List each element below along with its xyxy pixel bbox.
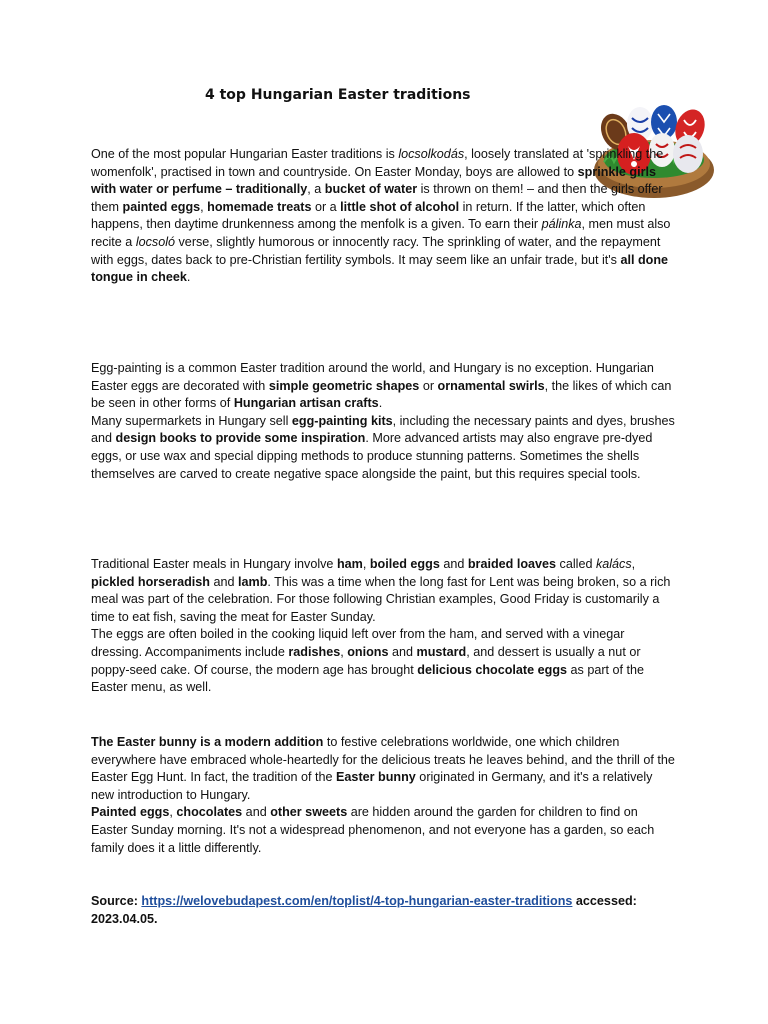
text: Traditional Easter meals in Hungary involve [91, 557, 337, 571]
emphasis: design books to provide some inspiration [115, 431, 366, 446]
text: called [556, 557, 596, 571]
emphasis: Hungarian artisan crafts [233, 396, 379, 411]
emphasis: braided loaves [467, 557, 557, 571]
text: and [388, 644, 417, 659]
text: , men must also recite a [91, 217, 671, 249]
emphasis: lamb [238, 574, 268, 589]
text: are hidden around the garden for children to find on Easter Sunday morning. It's not a widespread phenomenon, and not everyone has a garden, so each family does it a little differently. [91, 805, 655, 855]
text: Egg-painting is a common Easter tradition around the world, and Hungary is no exception. Hungarian Easter eggs are decorated with [91, 361, 654, 393]
text: . This was a time when the long fast for Lent was being broken, so a rich meal was part of the celebration. For those following Christian examples, Good Friday is customarily a time to eat fish, saving the meat for Easter Sunday. [91, 574, 671, 624]
text: , and dessert is usually a nut or poppy-seed cake. Of course, the modern age has brought [91, 644, 641, 677]
text: . More advanced artists may also engrave pre-dyed eggs, or use wax and special dipping methods to produce stunning patterns. Sometimes the shells themselves are carved to create negative space alongside the paint, but this requires special tools. [91, 431, 653, 481]
emphasis: little shot of alcohol [340, 199, 460, 214]
term-palinka: pálinka [541, 217, 582, 232]
section-egg-painting [91, 360, 677, 483]
text: , the likes of which can be seen in other forms of [91, 378, 672, 411]
text: , [340, 644, 348, 659]
source-label: Source: [91, 894, 142, 908]
page-title: 4 top Hungarian Easter traditions [205, 87, 471, 103]
text: in return. If the latter, which often happens, then daytime drunkenness among the menfolk is a given. To earn their [91, 199, 646, 232]
term-locsolo: locsoló [135, 234, 176, 249]
text: , [169, 805, 177, 820]
text: as part of the Easter menu, as well. [91, 662, 645, 695]
emphasis: onions [347, 644, 389, 659]
text: and [439, 557, 468, 571]
text: One of the most popular Hungarian Easter traditions is [91, 147, 399, 161]
section-easter-meals [91, 556, 677, 697]
emphasis: sprinkle girls with water or perfume – traditionally [91, 164, 656, 197]
emphasis: ham [336, 557, 363, 571]
text: , [631, 557, 636, 571]
emphasis: chocolates [176, 805, 243, 820]
text: , [200, 199, 208, 214]
text: , a [307, 182, 325, 197]
emphasis: The Easter bunny is a modern addition [91, 735, 324, 749]
term-locsolkodas: locsolkodás [398, 147, 465, 161]
emphasis: egg-painting kits [291, 413, 393, 428]
emphasis: radishes [288, 644, 341, 659]
text: to festive celebrations worldwide, one which children everywhere have embraced whole-heartedly for the delicious treats he leaves behind, and the thrill of the Easter Egg Hunt. In fact, the tradition of the [91, 735, 675, 785]
emphasis: homemade treats [207, 199, 312, 214]
emphasis: painted eggs [122, 199, 201, 214]
emphasis: bucket of water [324, 182, 418, 197]
emphasis: mustard [416, 644, 467, 659]
text: and [209, 574, 238, 589]
section-sprinkling [91, 146, 677, 287]
emphasis: delicious chocolate eggs [417, 662, 568, 677]
text: . [186, 270, 191, 285]
emphasis: ornamental swirls [437, 378, 545, 393]
emphasis: Painted eggs [91, 805, 170, 820]
text: Many supermarkets in Hungary sell [91, 413, 292, 428]
emphasis: other sweets [270, 805, 348, 820]
text: originated in Germany, and it's a relatively new introduction to Hungary. [91, 770, 653, 802]
text: verse, slightly humorous or innocently racy. The sprinkling of water, and the repayment with eggs, dates back to pre-Christian fertility symbols. It may seem like an unfair trade, but it's [91, 234, 661, 267]
emphasis: Easter bunny [336, 770, 416, 785]
emphasis: simple geometric shapes [268, 378, 420, 393]
text: , loosely translated at 'sprinkling the womenfolk', practised in town and countryside. On Easter Monday, boys are allowed to [91, 147, 664, 179]
text: The eggs are often boiled in the cooking liquid left over from the ham, and served with a vinegar dressing. Accompaniments include [91, 627, 625, 659]
section-easter-bunny [91, 734, 677, 857]
term-kalacs: kalács [595, 557, 632, 571]
source-link[interactable]: https://welovebudapest.com/en/toplist/4-top-hungarian-easter-traditions [141, 894, 573, 908]
text: . [378, 396, 383, 411]
text: is thrown on them! – and then the girls offer them [91, 182, 663, 214]
text: and [242, 805, 271, 820]
source-citation [91, 893, 677, 928]
text: , including the necessary paints and dyes, brushes and [91, 413, 675, 446]
emphasis: all done tongue in cheek [91, 252, 669, 285]
text: or [419, 378, 438, 393]
accessed-date: accessed: 2023.04.05. [91, 894, 637, 926]
text: or a [311, 199, 341, 214]
emphasis: boiled eggs [369, 557, 440, 571]
emphasis: pickled horseradish [91, 574, 210, 589]
text: , [362, 557, 370, 571]
